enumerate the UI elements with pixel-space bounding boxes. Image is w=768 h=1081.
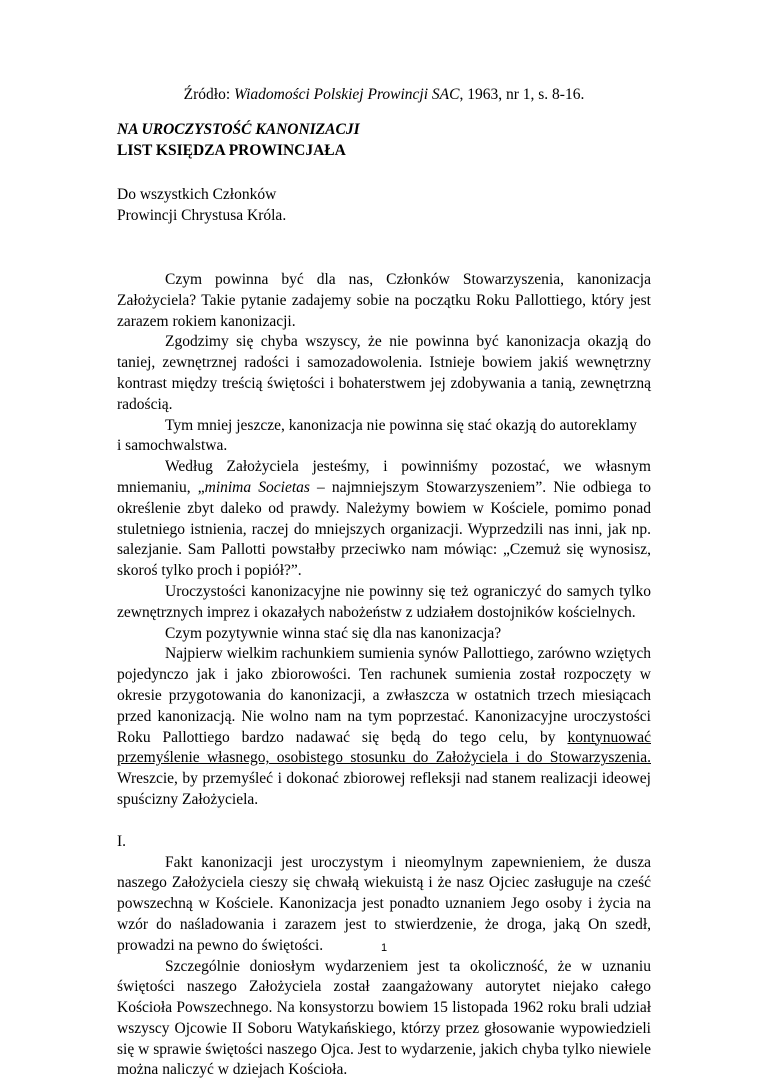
paragraph-3-continuation: i samochwalstwa. bbox=[117, 436, 651, 457]
latin-phrase: minima Societas bbox=[205, 479, 310, 496]
heading-subtitle: LIST KSIĘDZA PROWINCJAŁA bbox=[117, 141, 651, 162]
letter-body bbox=[117, 270, 651, 1081]
document-heading bbox=[117, 120, 651, 162]
paragraph-2: Zgodzimy się chyba wszyscy, że nie powinna być kanonizacja okazją do taniej, zewnętrznej radości i samozadowolenia. Istnieje bowiem jakiś wewnętrzny kontrast między treścią świętości i bohaterstwem jej zdobywania a tanią, zewnętrzną radością. bbox=[117, 332, 651, 415]
heading-title: NA UROCZYSTOŚĆ KANONIZACJI bbox=[117, 120, 651, 141]
paragraph-7 bbox=[117, 644, 651, 810]
paragraph-9: Szczególnie doniosłym wydarzeniem jest ta okoliczność, że w uznaniu świętości naszego Założyciela został zaangażowany autorytet niejako całego Kościoła Powszechnego. Na konsystorzu bowiem 15 listopada 1962 roku brali udział wszyscy Ojcowie II Soboru Watykańskiego, którzy przez głosowanie wypowiedzieli się w sprawie świętości naszego Ojca. Jest to wydarzenie, jakich chyba tylko niewiele można naliczyć w dziejach Kościoła. bbox=[117, 957, 651, 1081]
page-number: 1 bbox=[0, 942, 768, 954]
source-prefix: Źródło: bbox=[184, 86, 234, 103]
paragraph-4 bbox=[117, 457, 651, 582]
section-marker: I. bbox=[117, 832, 651, 853]
source-line bbox=[117, 85, 651, 106]
addressee-line-2: Prowincji Chrystusa Króla. bbox=[117, 206, 651, 227]
paragraph-4-start: Według Założyciela jesteśmy, i powinniśmy pozostać, we własnym mniemaniu, „ bbox=[117, 458, 651, 496]
paragraph-6: Czym pozytywnie winna stać się dla nas kanonizacja? bbox=[117, 624, 651, 645]
paragraph-7-end: Wreszcie, by przemyśleć i dokonać zbiorowej refleksji nad stanem realizacji ideowej spuścizny Założyciela. bbox=[117, 770, 651, 808]
addressee-line-1: Do wszystkich Członków bbox=[117, 185, 651, 206]
addressee bbox=[117, 185, 651, 227]
paragraph-3: Tym mniej jeszcze, kanonizacja nie powinna się stać okazją do autoreklamy bbox=[117, 416, 651, 437]
source-publication: Wiadomości Polskiej Prowincji SAC bbox=[234, 86, 459, 103]
underlined-phrase: kontynuować przemyślenie własnego, osobistego stosunku do Założyciela i do Stowarzyszenia. bbox=[117, 729, 651, 767]
paragraph-8: Fakt kanonizacji jest uroczystym i nieomylnym zapewnieniem, że dusza naszego Założyciela cieszy się chwałą wiekuistą i że nasz Ojciec zasługuje na cześć powszechną w Kościele. Kanonizacja jest ponadto uznaniem Jego osoby i życia na wzór do naśladowania i zarazem jest to stwierdzenie, że droga, jaką On szedł, prowadzi na pewno do świętości. bbox=[117, 853, 651, 957]
source-suffix: , 1963, nr 1, s. 8-16. bbox=[459, 86, 584, 103]
paragraph-4-end: – najmniejszym Stowarzyszeniem”. Nie odbiega to określenie zbyt daleko od prawdy. Należymy bowiem w Kościele, pomimo ponad stuletniego istnienia, raczej do mniejszych organizacji. Wyprzedzili nas inni, jak np. salezjanie. Sam Pallotti powstałby przeciwko nam mówiąc: „Czemuż się wynosisz, skoroś tylko proch i popiół?”. bbox=[117, 479, 651, 579]
paragraph-5: Uroczystości kanonizacyjne nie powinny się też ograniczyć do samych tylko zewnętrznych imprez i okazałych nabożeństw z udziałem dostojników kościelnych. bbox=[117, 582, 651, 624]
paragraph-gap bbox=[117, 811, 651, 832]
paragraph-7-start: Najpierw wielkim rachunkiem sumienia synów Pallottiego, zarówno wziętych pojedynczo jak i jako zbiorowości. Ten rachunek sumienia został rozpoczęty w okresie przygotowania do kanonizacji, a zwłaszcza w ostatnich trzech miesiącach przed kanonizacją. Nie wolno nam na tym poprzestać. Kanonizacyjne uroczystości Roku Pallottiego bardzo nadawać się będą do tego celu, by bbox=[117, 645, 651, 745]
paragraph-1: Czym powinna być dla nas, Członków Stowarzyszenia, kanonizacja Założyciela? Takie pytanie zadajemy sobie na początku Roku Pallottiego, który jest zarazem rokiem kanonizacji. bbox=[117, 270, 651, 332]
